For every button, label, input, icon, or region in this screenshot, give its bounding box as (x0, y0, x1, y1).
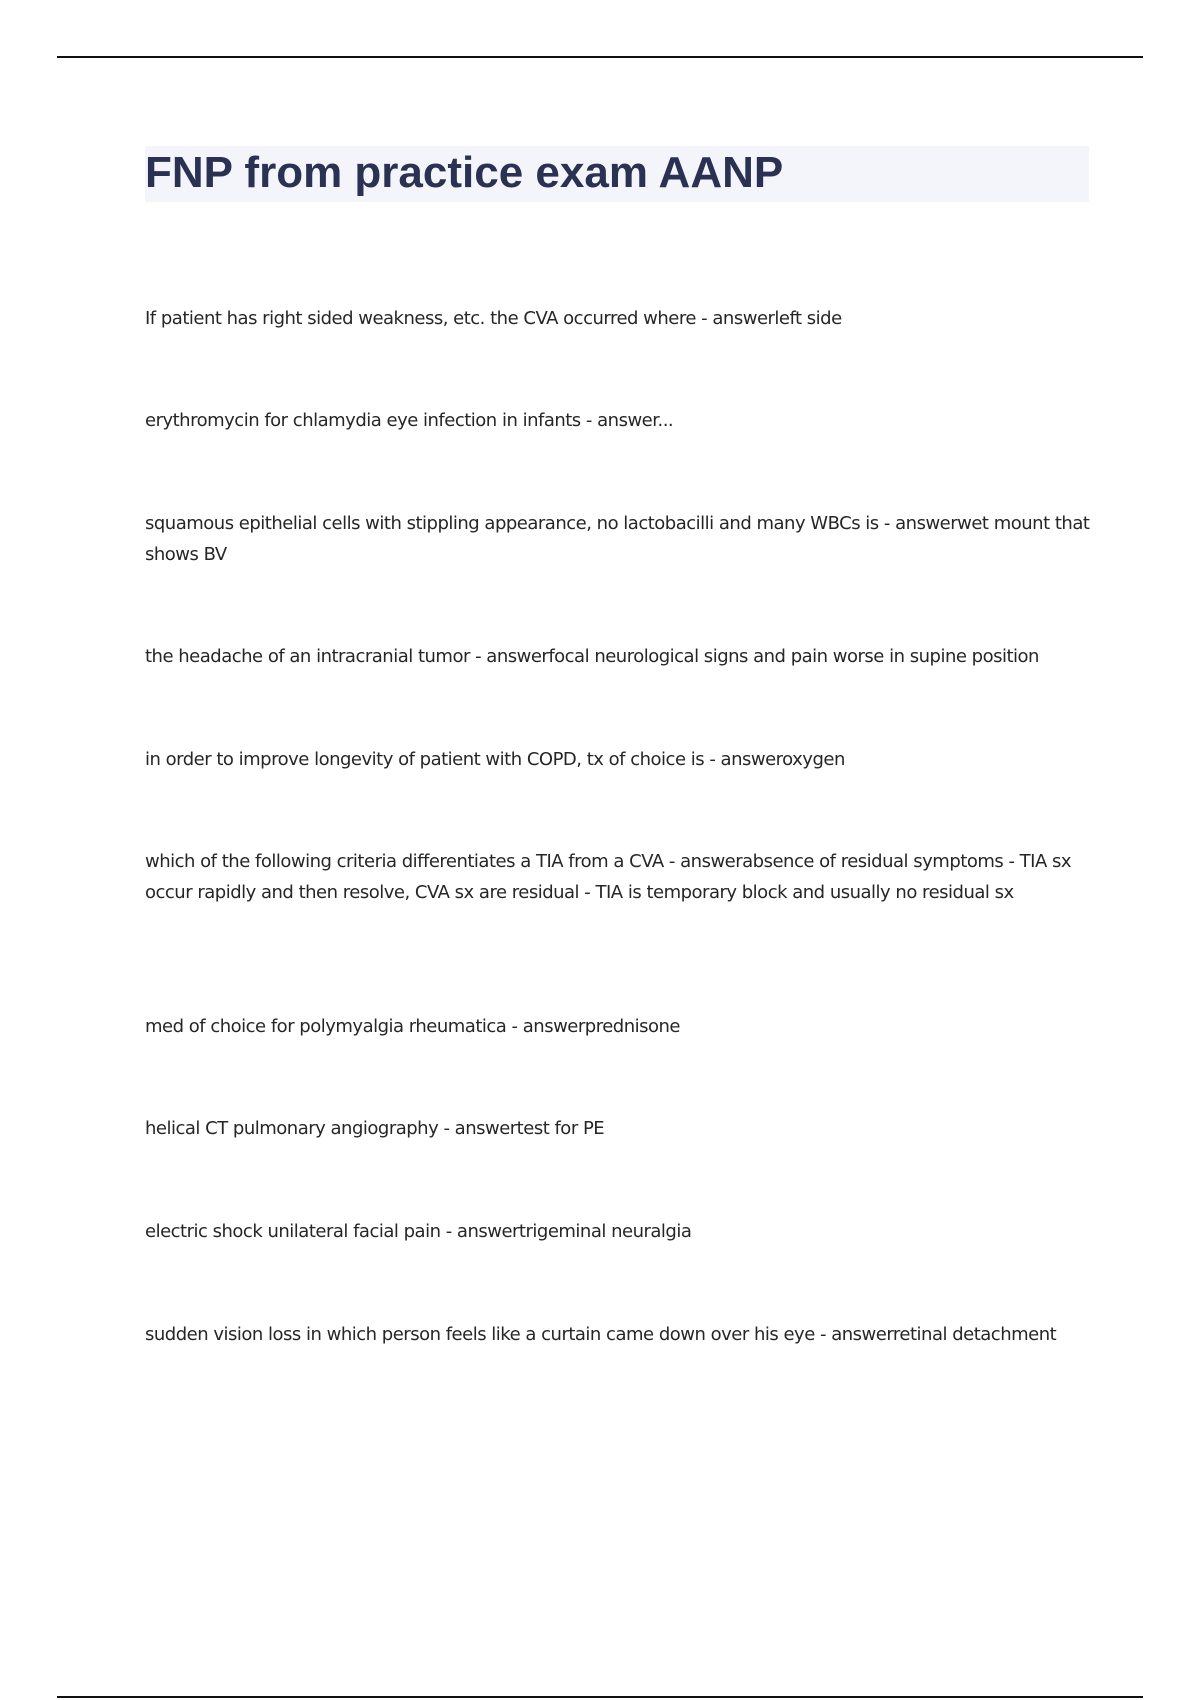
flashcard-9: electric shock unilateral facial pain - answertrigeminal neuralgia (145, 1221, 692, 1242)
page-title: FNP from practice exam AANP (145, 148, 784, 197)
flashcard-3: squamous epithelial cells with stippling appearance, no lactobacilli and many WBCs is - answerwet mount that shows BV (145, 513, 1090, 565)
flashcard-4: the headache of an intracranial tumor - answerfocal neurological signs and pain worse in supine position (145, 646, 1039, 667)
flashcard-2: erythromycin for chlamydia eye infection in infants - answer... (145, 410, 674, 431)
flashcard-5: in order to improve longevity of patient with COPD, tx of choice is - answeroxygen (145, 749, 845, 770)
header-rule (57, 56, 1143, 58)
flashcard-1: If patient has right sided weakness, etc. the CVA occurred where - answerleft side (145, 308, 842, 329)
footer-rule (57, 1696, 1143, 1698)
flashcard-8: helical CT pulmonary angiography - answertest for PE (145, 1118, 605, 1139)
flashcard-7: med of choice for polymyalgia rheumatica - answerprednisone (145, 1016, 680, 1037)
flashcard-10: sudden vision loss in which person feels like a curtain came down over his eye - answerretinal detachment (145, 1324, 1057, 1345)
flashcard-6: which of the following criteria differentiates a TIA from a CVA - answerabsence of residual symptoms - TIA sx occur rapidly and then resolve, CVA sx are residual - TIA is temporary block and usually no residual sx (145, 851, 1072, 903)
